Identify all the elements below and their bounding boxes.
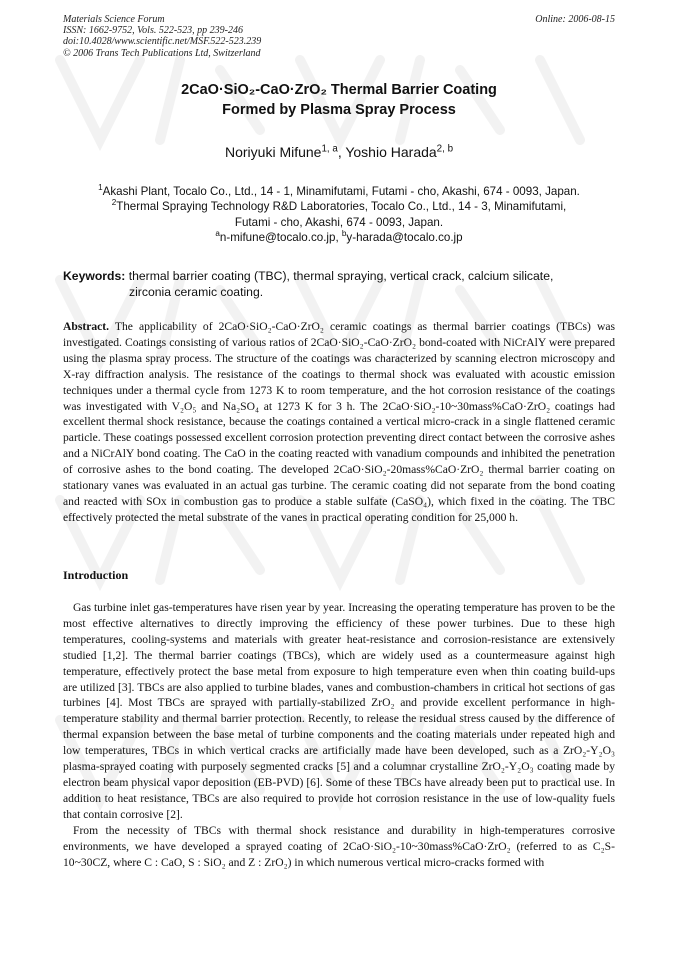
author-affiliation-mark: 1, a [321,143,338,155]
title-line-2: Formed by Plasma Spray Process [222,102,456,118]
introduction-paragraph: From the necessity of TBCs with thermal shock resistance and durability in high-temperatures corrosive environments, we have developed a sprayed coating of 2CaO·SiO₂-10~30mass%CaO·ZrO₂ (referred to as C₂S-10~30CZ, where C : CaO, S : SiO₂ and Z : ZrO₂) in which numerous vertical micro-cracks formed with [63,823,615,869]
email-link[interactable]: n-mifune@tocalo.co.jp, [219,230,342,244]
author-separator: , [337,144,346,160]
affiliation-2-continued: Futami - cho, Akashi, 674 - 0093, Japan. [234,215,444,229]
keywords-text: thermal barrier coating (TBC), thermal spraying, vertical crack, calcium silicate, [125,269,554,283]
keywords-section [63,268,615,300]
email-mark: b [341,229,347,239]
keywords-text-continued: zirconia ceramic coating. [129,285,264,299]
online-date: Online: 2006-08-15 [535,14,615,25]
author-affiliation-mark: 2, b [436,143,454,155]
publication-header [63,14,615,59]
affiliation-2 [63,199,615,214]
section-heading-introduction: Introduction [63,568,129,582]
paper-title [63,80,615,120]
keywords-label: Keywords: [63,269,126,283]
doi-line: doi:10.4028/www.scientific.net/MSF.522-523.239 [63,36,262,48]
copyright-line: © 2006 Trans Tech Publications Ltd, Switzerland [63,47,261,59]
author-emails [63,230,615,245]
abstract-text: The applicability of 2CaO·SiO₂-CaO·ZrO₂ ceramic coatings as thermal barrier coatings (TBCs) was investigated. Coatings consisting of various ratios of 2CaO·SiO₂-CaO·ZrO₂ bond-coated with NiCrAlY were prepared using the plasma spray process. The structure of the coatings was characterized by scanning electron microscopy and X-ray diffraction analysis. The resistance of the coatings to thermal shock was evaluated with acoustic emission techniques under a thermal cycle from 1273 K to room temperature, and the hot corrosion resistance of the coatings was investigated with V₂O₅ and Na₂SO₄ at 1273 K for 3 h. The 2CaO·SiO₂-10~30mass%CaO·ZrO₂ coatings had excellent thermal shock resistance, because the coatings contained a vertical micro-crack in a single flattened ceramic particle. These coatings possessed excellent corrosion protection preventing direct contact between the corrosive ashes and a NiCrAlY bond coating. The CaO in the coating reacted with vanadium compounds and inhibited the penetration of corrosive ashes to the bond coating. The developed 2CaO·SiO₂-20mass%CaO·ZrO₂ thermal barrier coating on stationary vanes was evaluated in an actual gas turbine. The ceramic coating did not separate from the bond coating and reacted with SOx in combustion gas to produce a stable sulfate (CaSO₄), which fixed in the coating. The TBC effectively protected the metal substrate of the vanes in practical operating condition for 25,000 h. [63,320,615,524]
issn-line: ISSN: 1662-9752, Vols. 522-523, pp 239-246 [63,25,243,37]
author-list [63,143,615,161]
email-link[interactable]: y-harada@tocalo.co.jp [346,230,463,244]
journal-name: Materials Science Forum [63,14,165,25]
abstract-section [63,319,615,526]
introduction-paragraph: Gas turbine inlet gas-temperatures have risen year by year. Increasing the operating temperature has proven to be the most effective alternatives to directly improving the efficiency of these power turbines. Due to these high temperatures, cooling-systems and materials with greater heat-resistance and corrosion-resistance are extensively studied [1,2]. The thermal barrier coatings (TBCs), which are widely used as a countermeasure against high temperature, effectively protect the base metal from exposure to high temperature even when thin coating build-ups are utilized [3]. TBCs are also applied to turbine blades, vanes and combustion-chambers in critical hot sections of gas turbines [4]. Most TBCs are sprayed with partially-stabilized ZrO₂ and provide excellent performance in high-temperature stability and thermal barrier protection. Recently, to release the residual stress caused by the difference of thermal expansion between the base metal of turbine components and the coating materials under repeated high and low temperatures, TBCs in which vertical cracks are artificially made have been developed, such as a ZrO₂-Y₂O₃ plasma-sprayed coating with purposely segmented cracks [5] and a columnar crystalline ZrO₂-Y₂O₃ coating made by electron beam physical vapor deposition (EB-PVD) [6]. Some of these TBCs have already been put to practical use. In addition to heat resistance, TBCs are also required to provide hot corrosion resistance in the use of low-quality fuels that contain corrosive [2]. [63,601,615,821]
author-name: Yoshio Harada [345,144,437,160]
affiliations [63,184,615,245]
introduction-body [63,600,615,870]
affiliation-mark: 1 [98,183,103,193]
title-line-1: 2CaO·SiO₂-CaO·ZrO₂ Thermal Barrier Coating [181,82,497,98]
author-name: Noriyuki Mifune [224,144,322,160]
affiliation-1 [63,184,615,199]
affiliation-text: Akashi Plant, Tocalo Co., Ltd., 14 - 1, Minamifutami, Futami - cho, Akashi, 674 - 0093, Japan. [102,185,580,198]
affiliation-mark: 2 [111,198,117,208]
affiliation-text: Thermal Spraying Technology R&D Laboratories, Tocalo Co., Ltd., 14 - 3, Minamifutami, [116,200,567,214]
email-mark: a [215,229,220,239]
abstract-label: Abstract. [63,320,110,333]
